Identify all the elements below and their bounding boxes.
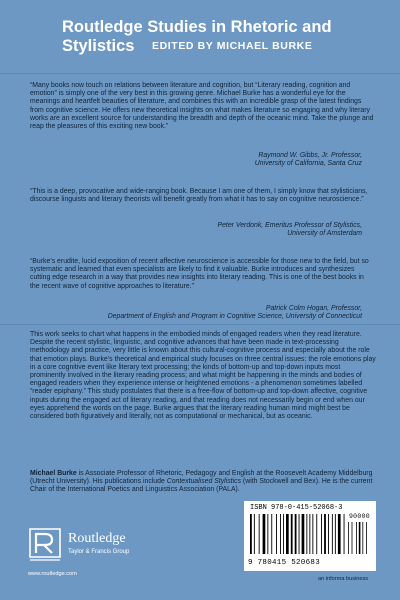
isbn-number: ISBN 978-0-415-52068-3 [250, 504, 343, 512]
quote-author: Raymond W. Gibbs, Jr. Professor, [258, 152, 362, 159]
publisher-logo [28, 527, 228, 587]
book-description: This work seeks to chart what happens in the embodied minds of engaged readers when they read literature. Despite the recent stylistic, linguistic, and cognitive advances that have been made in text-processing methodology and practice, very little is known about this cultural-cognitive process and especially about the role that emotion plays. Burke’s theoretical and empirical study focuses on three central issues: the role emotions play in a core cognitive event like literary text processing; the kinds of bottom-up and top-down inputs most prominently involved in the literary reading process; and what might be happening in the minds and bodies of engaged readers when they experience intense or heightened emotions - a phenomenon sometimes labelled “reader epiphany.” This study postulates that there is a free-flow of bottom-up and top-down affective, cognitive inputs during the engaged act of literary reading, and that reading does not necessarily begin or end when our eyes apprehend the words on the page. Burke argues that the literary reading human mind might best be considered both figuratively and literally, not as computational or mechanical, but as oceanic. [30, 331, 376, 421]
barcode-digits [248, 513, 372, 567]
editor-line: EDITED BY MICHAEL BURKE [152, 40, 313, 52]
barcode-main-digits: 9 780415 520683 [248, 559, 321, 567]
quote-attribution [32, 305, 362, 321]
review-quote: “This is a deep, provocative and wide-ranging book. Because I am one of them, I simply know that stylisticians, discourse linguists and literary theorists will benefit greatly from what it has to say on cognitive neuroscience.” [30, 188, 368, 204]
quote-affiliation: University of Amsterdam [287, 230, 362, 238]
routledge-logo-icon [28, 527, 62, 567]
author-name: Michael Burke [30, 470, 77, 477]
barcode-icon [248, 514, 372, 558]
divider-top [0, 73, 400, 74]
divider-bottom [0, 324, 400, 325]
quote-attribution [32, 152, 362, 168]
author-bio [30, 470, 376, 495]
series-title: Routledge Studies in Rhetoric and Stylistics [62, 18, 332, 55]
quote-affiliation: University of California, Santa Cruz [254, 160, 362, 168]
review-quote: “Burke’s erudite, lucid exposition of recent affective neuroscience is accessible for those new to the field, but so systematic and learned that even specialists are likely to find it valuable. Burke introduces and synthesizes cutting edge research in a way that provides new insights into literary reading. This is one of the best books in the recent wave of cognitive approaches to literature.” [30, 258, 369, 290]
quote-attribution [32, 222, 362, 238]
bio-text-2: (with Stockwell and Bex). He is the current Chair of the International Poetics and Linguistics Association (PALA). [30, 478, 373, 494]
publisher-name: Routledge [68, 531, 126, 546]
isbn-barcode [244, 501, 376, 571]
bio-book-title: Contextualised Stylistics [166, 478, 242, 486]
review-quote: “Many books now touch on relations between literature and cognition, but “Literary reading, cognition and emotion” is simply one of the very best in this growing genre. Michael Burke has a wonderful eye for the meanings and heartfelt beauties of literature, and combines this with an incredible grasp of the latest findings from cognitive science. He offers new theoretical insights on what makes literature so engaging and why literary works are an excellent source for understanding the breadth and depth of the oceanic mind. Take the plunge and reap the pleasures of this exciting new book.” [30, 82, 374, 131]
quote-affiliation: Department of English and Program in Cognitive Science, University of Connecticut [107, 313, 362, 321]
barcode-addon: 90000 [348, 513, 370, 520]
quote-author: Patrick Colm Hogan, Professor, [265, 305, 362, 312]
publisher-url: www.routledge.com [28, 571, 77, 577]
informa-tagline: an informa business [318, 576, 369, 582]
quote-author: Peter Verdonk, Emeritus Professor of Stylistics, [217, 222, 362, 229]
publisher-group: Taylor & Francis Group [68, 549, 130, 555]
bio-text-1: is Associate Professor of Rhetoric, Pedagogy and English at the Roosevelt Academy Middelburg (Utrecht University). His publications include [30, 470, 373, 486]
